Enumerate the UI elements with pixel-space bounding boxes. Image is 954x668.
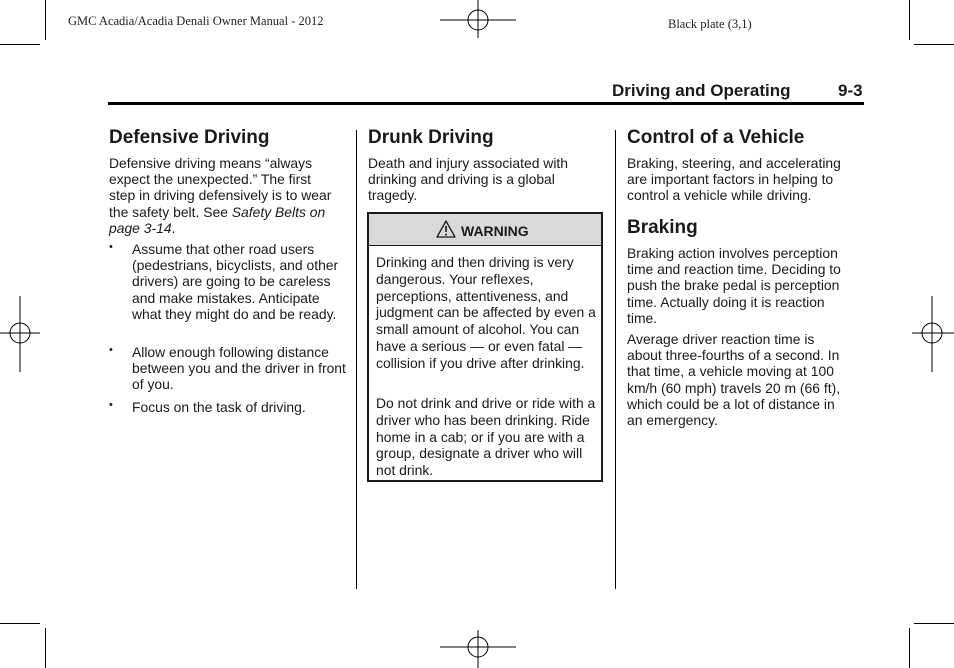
list-item-text: Focus on the task of driving. bbox=[132, 399, 306, 415]
braking-paragraph: Braking action involves perception time and reaction time. Deciding to push the brake pedal is perception time. Actually doing it is reaction time. bbox=[627, 245, 841, 326]
crop-mark bbox=[45, 628, 46, 668]
section-title-defensive-driving: Defensive Driving bbox=[109, 127, 270, 148]
bullet-glyph: • bbox=[109, 241, 113, 253]
warning-header bbox=[369, 214, 601, 246]
crop-mark bbox=[45, 0, 46, 40]
page-number: 9-3 bbox=[838, 81, 863, 100]
section-title-drunk-driving: Drunk Driving bbox=[368, 127, 494, 148]
crop-mark bbox=[909, 628, 910, 668]
crop-mark bbox=[0, 623, 40, 624]
warning-label: WARNING bbox=[461, 223, 529, 239]
warning-paragraph: Drinking and then driving is very dangerous. Your reflexes, perceptions, attentiveness, and judgment can be affected by even a small amount of alcohol. You can have a serious — or even fatal — collision if you drive after drinking. bbox=[376, 254, 596, 371]
crop-mark bbox=[909, 0, 910, 40]
registration-mark-right bbox=[912, 296, 954, 372]
crop-mark bbox=[914, 623, 954, 624]
registration-mark-top bbox=[440, 0, 516, 40]
warning-paragraph: Do not drink and drive or ride with a driver who has been drinking. Ride home in a cab; or if you are with a group, designate a driver who will not drink. bbox=[376, 395, 596, 479]
control-of-vehicle-intro: Braking, steering, and accelerating are important factors in helping to control a vehicle while driving. bbox=[627, 155, 841, 204]
bullet-glyph: • bbox=[109, 399, 113, 411]
column-divider bbox=[615, 130, 616, 589]
bullet-glyph: • bbox=[109, 344, 113, 356]
defensive-driving-intro: Defensive driving means “always expect the unexpected.” The first step in driving defensively is to wear the safety belt. See Safety Belts on page 3-14. bbox=[109, 155, 332, 236]
warning-box bbox=[367, 212, 603, 482]
exclamation-warning-icon bbox=[436, 220, 456, 238]
list-item-text: Allow enough following distance between you and the driver in front of you. bbox=[132, 344, 346, 393]
registration-mark-left bbox=[0, 296, 40, 372]
list-item-text: Assume that other road users (pedestrians, bicyclists, and other drivers) are going to be careless and make mistakes. Anticipate what they might do and be ready. bbox=[132, 241, 339, 322]
column-divider bbox=[356, 130, 357, 589]
cross-reference-link[interactable]: Safety Belts on bbox=[231, 203, 326, 220]
print-meta-left: GMC Acadia/Acadia Denali Owner Manual - 2012 bbox=[68, 14, 324, 28]
section-title-control-of-a-vehicle: Control of a Vehicle bbox=[627, 127, 805, 148]
crop-mark bbox=[914, 44, 954, 45]
cross-reference-page[interactable]: page 3-14 bbox=[109, 219, 172, 236]
header-rule bbox=[108, 102, 864, 105]
crop-mark bbox=[0, 44, 40, 45]
section-title-braking: Braking bbox=[627, 217, 698, 238]
running-header-section: Driving and Operating bbox=[612, 81, 791, 100]
drunk-driving-intro: Death and injury associated with drinking and driving is a global tragedy. bbox=[368, 155, 568, 204]
registration-mark-bottom bbox=[440, 630, 516, 668]
braking-paragraph: Average driver reaction time is about three-fourths of a second. In that time, a vehicle moving at 100 km/h (60 mph) travels 20 m (66 ft), which could be a lot of distance in an emergency. bbox=[627, 331, 841, 429]
print-meta-right: Black plate (3,1) bbox=[668, 17, 752, 31]
